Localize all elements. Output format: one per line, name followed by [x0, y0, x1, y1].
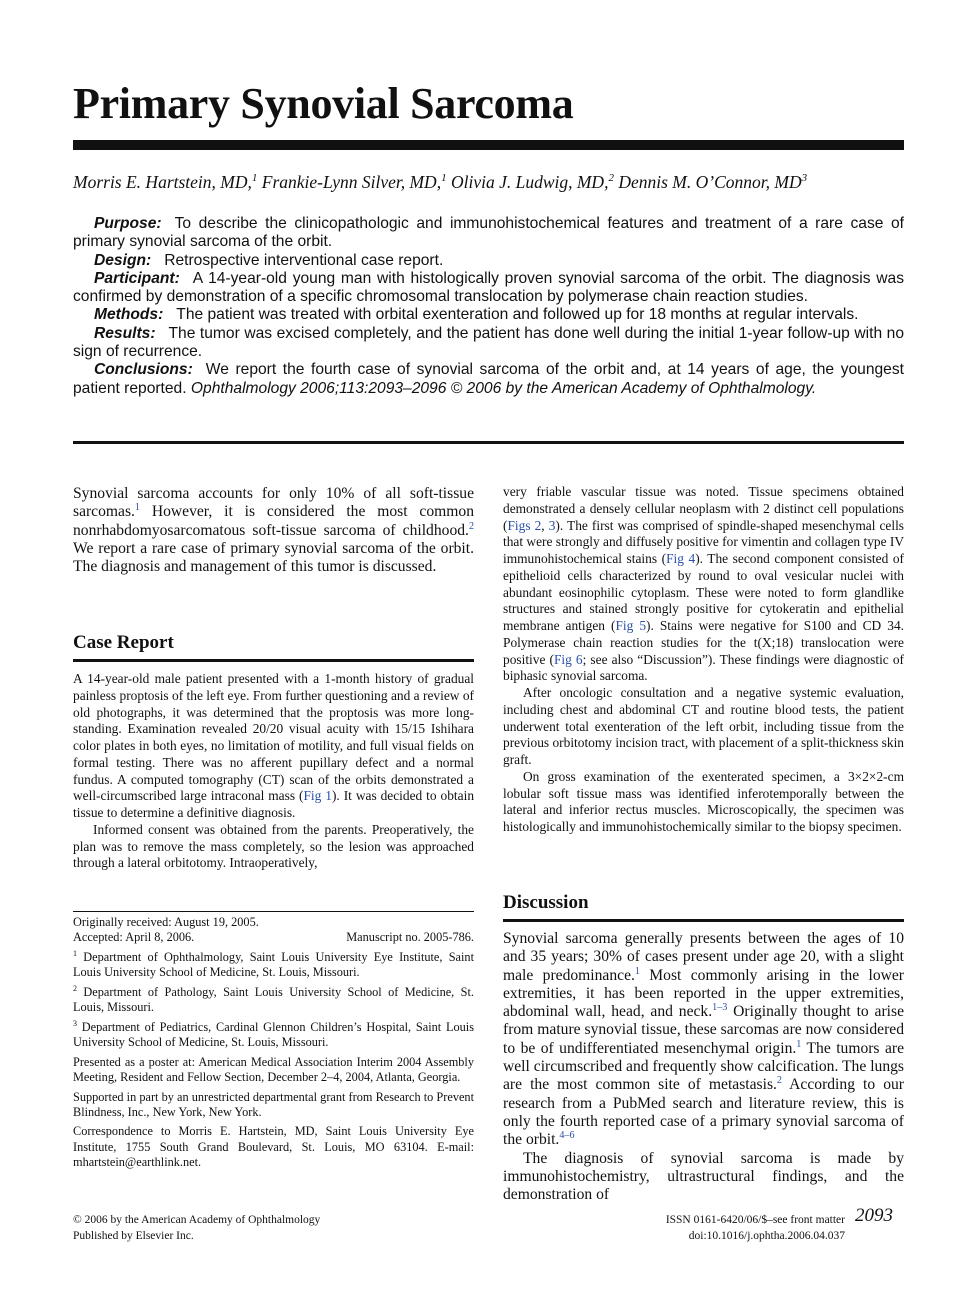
- support-note: Supported in part by an unrestricted departmental grant from Research to Prevent Blindness, Inc., New York, New York.: [73, 1089, 474, 1119]
- intro-text: We report a rare case of primary synovial sarcoma of the orbit. The diagnosis and management of this tumor is discussed.: [73, 539, 474, 576]
- intro-text: However, it is considered the most common nonrhabdomyosarcomatous soft-tissue sarcoma of childhood.: [73, 503, 474, 539]
- reference-link[interactable]: 2: [776, 1075, 782, 1087]
- abstract-text: Retrospective interventional case report.: [164, 251, 444, 269]
- discussion-heading: Discussion: [503, 892, 589, 913]
- body-text: ). The second component consisted of epithelioid cells characterized by round to oval vesicular nuclei with abundant eosinophilic cytoplasm. These were noted to form glandlike structures and stained strongly positive for cytokeratin and epithelial membrane antigen (: [503, 551, 904, 633]
- body-text: Most commonly arising in the lower extremities, it has been reported in the upper extremities, abdominal wall, head, and neck.: [503, 966, 904, 1021]
- abstract-text: We report the fourth case of synovial sarcoma of the orbit and, at 14 years of age, the youngest patient reported.: [73, 361, 904, 397]
- body-text: ). It was decided to obtain tissue to determine a definitive diagnosis.: [73, 788, 475, 820]
- footer-left: [73, 1213, 320, 1244]
- accepted-row: [73, 930, 474, 945]
- author-name: Frankie-Lynn Silver, MD,: [261, 172, 442, 192]
- manuscript-number: Manuscript no. 2005-786.: [346, 930, 474, 945]
- affiliation-note: [73, 950, 474, 980]
- footnote-rule: [73, 911, 474, 912]
- body-text: The tumors are well circumscribed and frequently show calcification. The lungs are the most common site of metastasis.: [503, 1039, 904, 1094]
- intro-text: Synovial sarcoma accounts for only 10% of all soft-tissue sarcomas.: [73, 485, 474, 521]
- affiliation-text: Department of Pediatrics, Cardinal Glennon Children’s Hospital, Saint Louis University School of Medicine, St. Louis, Missouri.: [73, 1019, 474, 1049]
- figure-link[interactable]: Figs 2: [507, 517, 542, 533]
- abstract-design: [73, 252, 904, 270]
- reference-link[interactable]: 1: [796, 1038, 802, 1050]
- abstract-label: Participant:: [94, 269, 180, 287]
- correspondence-note: Correspondence to Morris E. Hartstein, MD, Saint Louis University Eye Institute, 1755 South Grand Boulevard, St. Louis, MO 63104. E-mail: mhartstein@earthlink.net.: [73, 1124, 474, 1169]
- body-text: ,: [541, 517, 549, 533]
- author-affiliation: 1: [441, 172, 447, 185]
- discussion-body: [503, 930, 904, 1204]
- journal-citation: Ophthalmology 2006;113:2093–2096 © 2006 by the American Academy of Ophthalmology.: [190, 379, 817, 397]
- body-text: ). Stains were negative for S100 and CD 34. Polymerase chain reaction studies for the t(X;18) translocation were positive (: [503, 618, 904, 667]
- affiliation-number: 2: [73, 983, 77, 993]
- author-name: Morris E. Hartstein, MD,: [73, 172, 252, 192]
- case-report-paragraph: Informed consent was obtained from the parents. Preoperatively, the plan was to remove the mass completely, so the lesion was approached through a lateral orbitotomy. Intraoperatively,: [73, 821, 474, 871]
- affiliation-number: 1: [73, 948, 77, 958]
- author-affiliation: 3: [801, 172, 808, 185]
- section-rule: [73, 659, 474, 662]
- doi-line: doi:10.1016/j.ophtha.2006.04.037: [688, 1229, 845, 1242]
- abstract-methods: [73, 306, 904, 324]
- abstract: [73, 215, 904, 398]
- figure-link[interactable]: Fig 5: [615, 618, 647, 633]
- section-rule: [503, 919, 904, 922]
- abstract-text: The patient was treated with orbital exenteration and followed up for 18 months at regular intervals.: [176, 306, 859, 324]
- abstract-label: Conclusions:: [94, 361, 193, 379]
- abstract-label: Methods:: [94, 306, 164, 324]
- poster-note: Presented as a poster at: American Medical Association Interim 2004 Assembly Meeting, Resident and Fellow Section, December 2–4, 2004, Atlanta, Georgia.: [73, 1054, 474, 1084]
- abstract-label: Design:: [94, 251, 152, 269]
- publisher-line: Published by Elsevier Inc.: [73, 1229, 194, 1242]
- author-name: Olivia J. Ludwig, MD,: [450, 172, 609, 192]
- abstract-conclusions: [73, 361, 904, 398]
- case-report-body: [73, 671, 474, 872]
- abstract-results: [73, 325, 904, 362]
- affiliation-number: 3: [73, 1018, 77, 1028]
- figure-link[interactable]: Fig 6: [553, 651, 583, 667]
- abstract-rule: [73, 441, 904, 444]
- footnotes: [73, 915, 474, 1175]
- issn-line: ISSN 0161-6420/06/$–see front matter: [665, 1214, 845, 1226]
- affiliation-note: [73, 1020, 474, 1050]
- abstract-participant: [73, 270, 904, 307]
- intro-paragraph: [73, 485, 474, 576]
- abstract-text: The tumor was excised completely, and the patient has done well during the initial 1-year follow-up with no sign of recurrence.: [73, 324, 904, 361]
- reference-link[interactable]: 1: [634, 965, 640, 977]
- case-report-paragraph: After oncologic consultation and a negative systemic evaluation, including chest and abdominal CT and routine blood tests, the patient underwent total exenteration of the left orbit, including tissue from the previous orbitotomy incision tract, with placement of a split-thickness skin graft.: [503, 685, 904, 767]
- body-text: ). The first was comprised of spindle-shaped mesenchymal cells that were strongly and diffusely positive for vimentin and collagen type IV immunohistochemical stains (: [503, 517, 904, 566]
- page-number: 2093: [855, 1205, 893, 1226]
- affiliation-note: [73, 985, 474, 1015]
- article-title: Primary Synovial Sarcoma: [73, 79, 574, 128]
- abstract-label: Purpose:: [94, 215, 162, 232]
- body-text: A 14-year-old male patient presented with a 1-month history of gradual painless proptosis of the left eye. From further questioning and a review of old photographs, it was determined that the proptosis was more long-standing. Examination revealed 20/20 visual acuity with 15/15 Ishihara color plates in both eyes, no limitation of motility, and full visual fields on formal testing. There was no afferent pupillary defect and a normal fundus. A computed tomography (CT) scan of the orbits demonstrated a well-circumscribed large intraconal mass (: [73, 671, 474, 804]
- body-text: Originally thought to arise from mature synovial tissue, these sarcomas are now considered to be of undifferentiated mesenchymal origin.: [503, 1003, 904, 1057]
- figure-link[interactable]: 3: [548, 517, 556, 533]
- footer-right: [610, 1213, 845, 1244]
- case-report-paragraph: [503, 484, 904, 685]
- body-text: very friable vascular tissue was noted. Tissue specimens obtained demonstrated a densely cellular neoplasm with 2 distinct cell populations (: [503, 484, 904, 533]
- body-text: Synovial sarcoma generally presents between the ages of 10 and 35 years; 30% of cases present under age 20, with a slight male predominance.: [503, 930, 904, 984]
- title-rule: [73, 140, 904, 150]
- affiliation-text: Department of Pathology, Saint Louis University School of Medicine, St. Louis, Missouri.: [73, 984, 474, 1015]
- author-list: [73, 172, 904, 193]
- reference-link[interactable]: 2: [468, 520, 474, 532]
- reference-link[interactable]: 4–6: [559, 1130, 575, 1142]
- body-text: According to our research from a PubMed search and literature review, this is only the fourth reported case of a primary synovial sarcoma of the orbit.: [503, 1076, 904, 1149]
- author-affiliation: 1: [251, 172, 258, 185]
- accepted-date: Accepted: April 8, 2006.: [73, 930, 195, 945]
- abstract-purpose: [73, 215, 904, 252]
- reference-link[interactable]: 1–3: [712, 1002, 728, 1013]
- abstract-text: To describe the clinicopathologic and immunohistochemical features and treatment of a rare case of primary synovial sarcoma of the orbit.: [73, 215, 904, 251]
- body-text: ; see also “Discussion”). These findings were diagnostic of biphasic synovial sarcoma.: [503, 651, 904, 684]
- discussion-paragraph: The diagnosis of synovial sarcoma is made by immunohistochemistry, ultrastructural findings, and the demonstration of: [503, 1149, 904, 1204]
- reference-link[interactable]: 1: [134, 502, 140, 514]
- figure-link[interactable]: Fig 4: [666, 551, 696, 566]
- author-name: Dennis M. O’Connor, MD: [618, 172, 802, 192]
- case-report-heading: Case Report: [73, 632, 174, 653]
- figure-link[interactable]: Fig 1: [303, 788, 332, 804]
- affiliation-text: Department of Ophthalmology, Saint Louis University Eye Institute, Saint Louis University School of Medicine, St. Louis, Missouri.: [73, 949, 474, 980]
- received-date: Originally received: August 19, 2005.: [73, 915, 259, 929]
- author-affiliation: 2: [608, 172, 614, 185]
- abstract-text: A 14-year-old young man with histologically proven synovial sarcoma of the orbit. The diagnosis was confirmed by demonstration of a specific chromosomal translocation by polymerase chain reaction studies.: [73, 269, 904, 306]
- case-report-paragraph: On gross examination of the exenterated specimen, a 3×2×2-cm lobular soft tissue mass was identified inferotemporally between the lateral and inferior rectus muscles. Microscopically, the specimen was histologically and immunohistochemically similar to the biopsy specimen.: [503, 768, 904, 834]
- abstract-label: Results:: [94, 324, 156, 342]
- copyright-line: © 2006 by the American Academy of Ophthalmology: [73, 1214, 321, 1226]
- case-report-paragraph: [73, 671, 474, 822]
- case-report-continued: [503, 484, 904, 836]
- discussion-paragraph: [503, 930, 904, 1150]
